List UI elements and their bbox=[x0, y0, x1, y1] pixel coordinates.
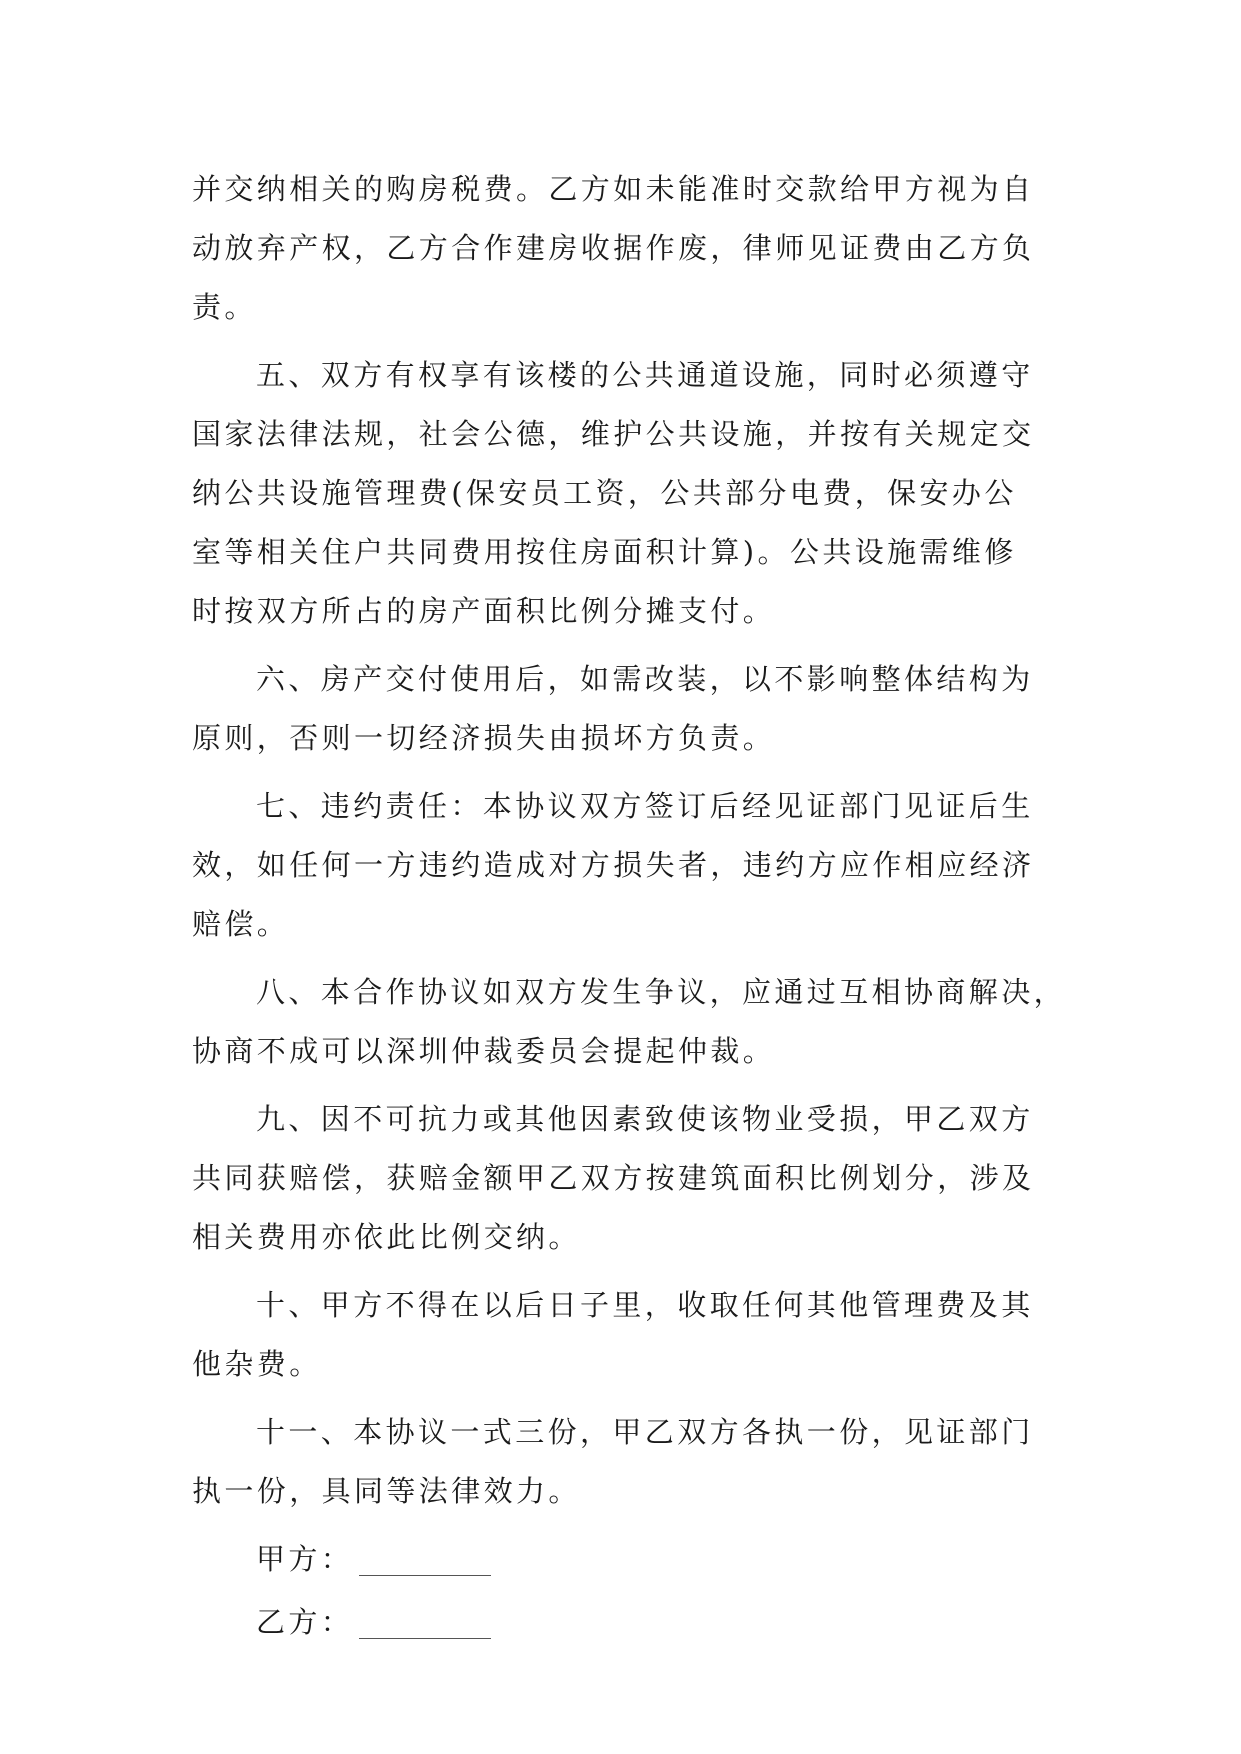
text-line: 九、因不可抗力或其他因素致使该物业受损，甲乙双方 bbox=[256, 1102, 1034, 1136]
text-line: 他杂费。 bbox=[192, 1347, 322, 1381]
text-line: 六、房产交付使用后，如需改装，以不影响整体结构为 bbox=[256, 662, 1034, 696]
clause-11 bbox=[192, 1403, 1052, 1521]
party-b-signature-line bbox=[359, 1610, 491, 1639]
clause-8 bbox=[192, 963, 1067, 1081]
clause-6 bbox=[192, 650, 1052, 768]
party-b-label: 乙方： bbox=[256, 1605, 354, 1639]
text-line: 十一、本协议一式三份，甲乙双方各执一份，见证部门 bbox=[256, 1415, 1034, 1449]
document-body bbox=[192, 160, 1067, 1652]
text-line: 国家法律法规，社会公德，维护公共设施，并按有关规定交 bbox=[192, 417, 1035, 451]
text-line: 相关费用亦依此比例交纳。 bbox=[192, 1220, 581, 1254]
text-line: 协商不成可以深圳仲裁委员会提起仲裁。 bbox=[192, 1034, 776, 1068]
text-line: 执一份，具同等法律效力。 bbox=[192, 1474, 581, 1508]
party-a-label: 甲方： bbox=[256, 1542, 354, 1576]
party-a-signature-line bbox=[359, 1547, 491, 1576]
text-line: 七、违约责任：本协议双方签订后经见证部门见证后生 bbox=[256, 789, 1034, 823]
text-line: 动放弃产权，乙方合作建房收据作废，律师见证费由乙方负 bbox=[192, 231, 1035, 265]
text-line: 共同获赔偿，获赔金额甲乙双方按建筑面积比例划分，涉及 bbox=[192, 1161, 1035, 1195]
clause-7 bbox=[192, 777, 1052, 954]
text-line: 八、本合作协议如双方发生争议，应通过互相协商解决， bbox=[256, 975, 1067, 1009]
clause-5 bbox=[192, 346, 1052, 641]
text-line: 赔偿。 bbox=[192, 907, 290, 941]
text-line: 原则，否则一切经济损失由损坏方负责。 bbox=[192, 721, 776, 755]
clause-9 bbox=[192, 1090, 1052, 1267]
text-line: 纳公共设施管理费(保安员工资，公共部分电费，保安办公 bbox=[192, 476, 1017, 510]
text-line: 十、甲方不得在以后日子里，收取任何其他管理费及其 bbox=[256, 1288, 1034, 1322]
paragraph-continued-tax bbox=[192, 160, 1052, 337]
text-line: 五、双方有权享有该楼的公共通道设施，同时必须遵守 bbox=[256, 358, 1034, 392]
text-line: 责。 bbox=[192, 290, 257, 324]
clause-10 bbox=[192, 1276, 1052, 1394]
text-line: 效，如任何一方违约造成对方损失者，违约方应作相应经济 bbox=[192, 848, 1035, 882]
text-line: 时按双方所占的房产面积比例分摊支付。 bbox=[192, 594, 776, 628]
signature-party-b bbox=[256, 1593, 1052, 1652]
text-line: 室等相关住户共同费用按住房面积计算)。公共设施需维修 bbox=[192, 535, 1017, 569]
signature-party-a bbox=[256, 1530, 1052, 1589]
text-line: 并交纳相关的购房税费。乙方如未能准时交款给甲方视为自 bbox=[192, 172, 1035, 206]
